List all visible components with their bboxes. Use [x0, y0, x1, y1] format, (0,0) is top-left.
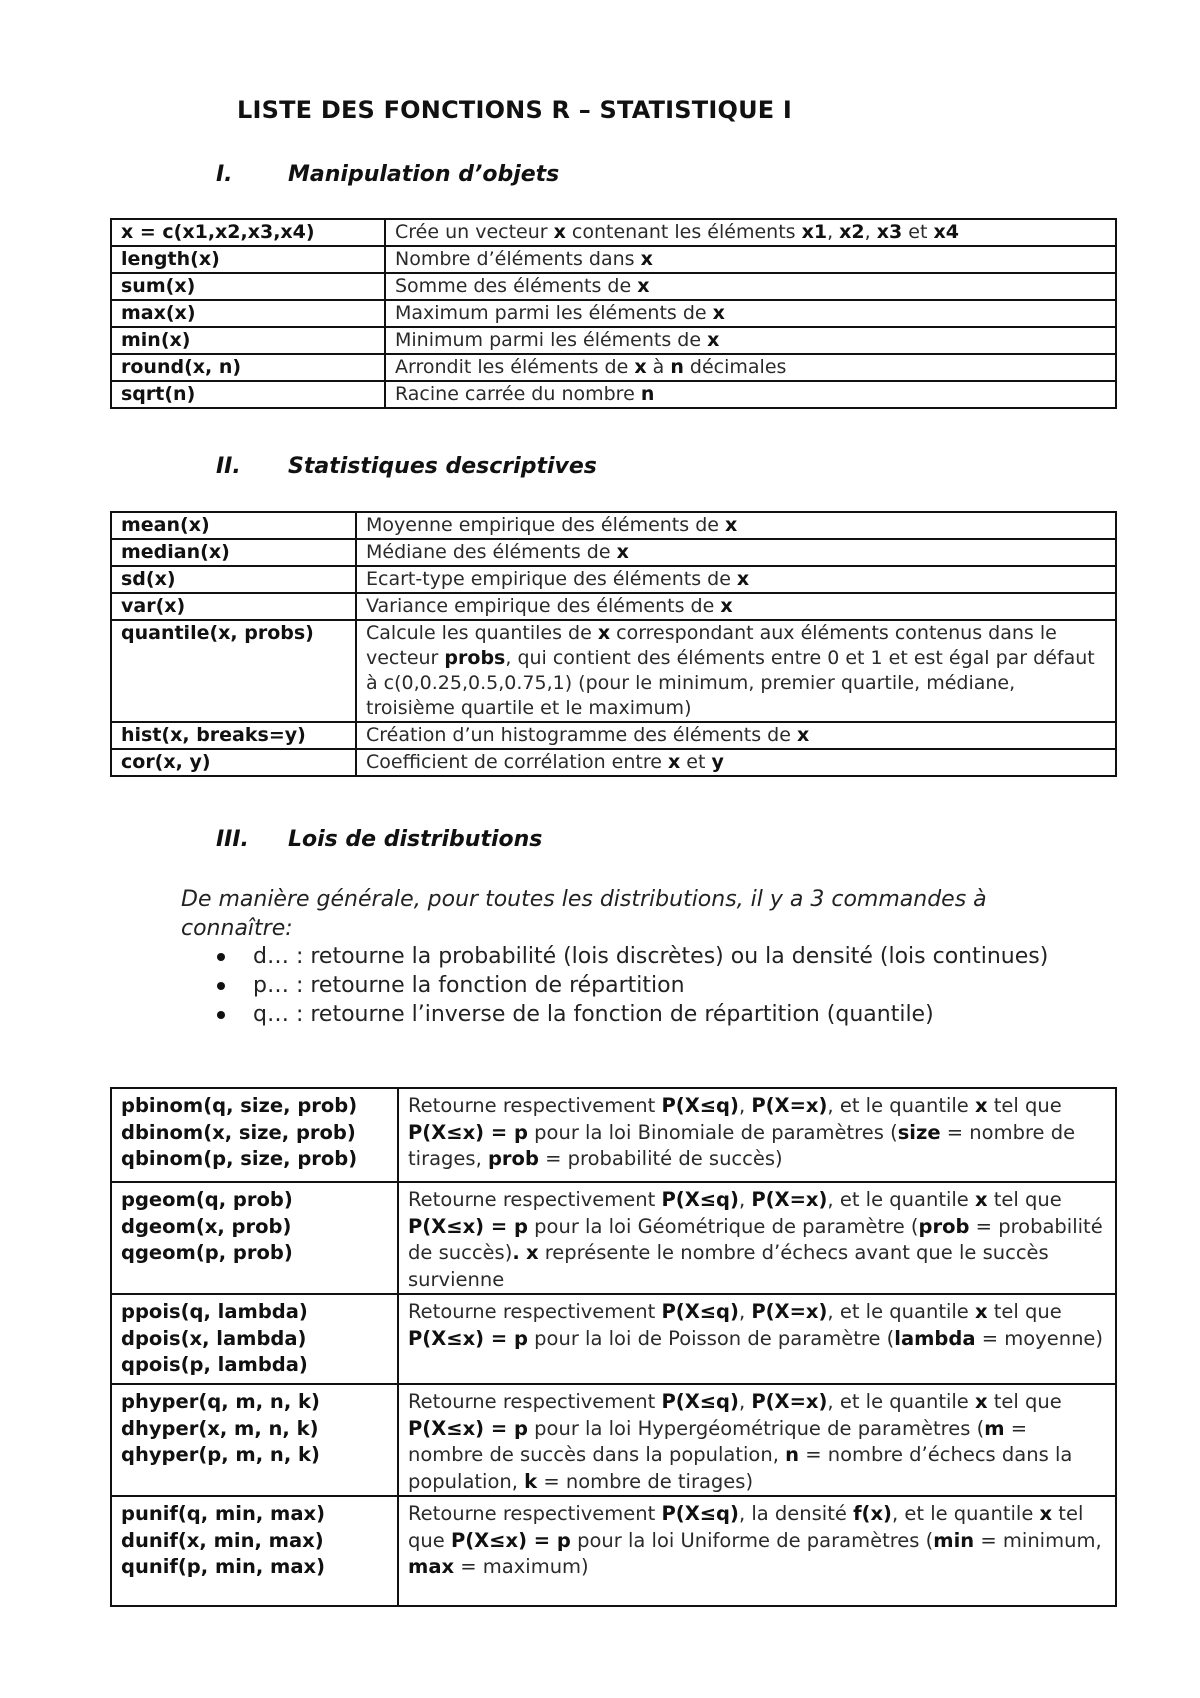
function-name: var(x) — [121, 595, 186, 617]
function-name: punif(q, min, max) — [121, 1502, 326, 1525]
function-name: length(x) — [121, 248, 220, 270]
function-description-cell: Médiane des éléments de x — [356, 539, 1116, 566]
table-descriptive-stats — [110, 511, 1117, 777]
function-description-cell: Calcule les quantiles de x correspondant aux éléments contenus dans le vecteur probs, qui contient des éléments entre 0 et 1 et est égal par défaut à c(0,0.25,0.5,0.75,1) (pour le minimum, premier quartile, médiane, troisième quartile et le maximum) — [356, 620, 1116, 722]
function-name: dhyper(x, m, n, k) — [121, 1416, 319, 1440]
function-name-cell — [111, 1496, 398, 1606]
function-name: pgeom(q, prob) — [121, 1188, 293, 1211]
table-row — [111, 512, 1116, 539]
table-row — [111, 381, 1116, 408]
table-row — [111, 593, 1116, 620]
table-row — [111, 219, 1116, 246]
table-row — [111, 1182, 1116, 1294]
function-description-cell: Maximum parmi les éléments de x — [385, 300, 1116, 327]
list-item-text: d… : retourne la probabilité (lois discrètes) ou la densité (lois continues) — [253, 944, 1049, 969]
function-name-cell — [111, 381, 385, 408]
table-row — [111, 539, 1116, 566]
function-description-cell: Retourne respectivement P(X≤q), P(X=x), et le quantile x tel que P(X≤x) = p pour la loi Binomiale de paramètres (size = nombre de tirages, prob = probabilité de succès) — [398, 1088, 1116, 1182]
bullet-icon — [217, 1011, 225, 1019]
function-name: qpois(p, lambda) — [121, 1353, 308, 1376]
function-description-cell: Nombre d’éléments dans x — [385, 246, 1116, 273]
table-row — [111, 1294, 1116, 1384]
function-name: dgeom(x, prob) — [121, 1214, 292, 1238]
table-row — [111, 1384, 1116, 1496]
function-name-cell — [111, 300, 385, 327]
function-name-cell — [111, 1182, 398, 1294]
function-description-cell: Variance empirique des éléments de x — [356, 593, 1116, 620]
section-title: Manipulation d’objets — [288, 162, 560, 187]
section-number: III. — [216, 827, 249, 852]
function-name: qunif(p, min, max) — [121, 1555, 326, 1578]
function-name: ppois(q, lambda) — [121, 1300, 308, 1323]
table-distributions — [110, 1087, 1117, 1607]
table-row — [111, 1496, 1116, 1606]
function-name: max(x) — [121, 302, 196, 324]
function-name-cell — [111, 327, 385, 354]
function-name: hist(x, breaks=y) — [121, 724, 306, 746]
function-name-cell — [111, 273, 385, 300]
section-title: Lois de distributions — [288, 827, 543, 852]
function-name: phyper(q, m, n, k) — [121, 1390, 320, 1413]
list-item-text: q… : retourne l’inverse de la fonction de répartition (quantile) — [253, 1002, 934, 1027]
function-description-cell: Minimum parmi les éléments de x — [385, 327, 1116, 354]
section-number: I. — [216, 162, 233, 187]
function-name-cell — [111, 512, 356, 539]
function-description-cell: Crée un vecteur x contenant les éléments x1, x2, x3 et x4 — [385, 219, 1116, 246]
page-title: LISTE DES FONCTIONS R – STATISTIQUE I — [237, 96, 793, 124]
table-body — [111, 219, 1116, 408]
function-name-cell — [111, 1384, 398, 1496]
function-description-cell: Retourne respectivement P(X≤q), P(X=x), et le quantile x tel que P(X≤x) = p pour la loi Géométrique de paramètre (prob = probabilité de succès). x représente le nombre d’échecs avant que le succès survienne — [398, 1182, 1116, 1294]
function-name: median(x) — [121, 541, 230, 563]
bullet-list — [211, 942, 1048, 1029]
function-description-cell: Création d’un histogramme des éléments de x — [356, 722, 1116, 749]
table-row — [111, 620, 1116, 722]
function-description-cell: Retourne respectivement P(X≤q), la densité f(x), et le quantile x tel que P(X≤x) = p pour la loi Uniforme de paramètres (min = minimum, max = maximum) — [398, 1496, 1116, 1606]
function-name-cell — [111, 749, 356, 776]
function-description-cell: Somme des éléments de x — [385, 273, 1116, 300]
function-name-cell — [111, 566, 356, 593]
table-row — [111, 327, 1116, 354]
function-description-cell: Moyenne empirique des éléments de x — [356, 512, 1116, 539]
function-name: pbinom(q, size, prob) — [121, 1094, 358, 1117]
function-name-cell — [111, 1088, 398, 1182]
function-name-cell — [111, 1294, 398, 1384]
function-name-cell — [111, 722, 356, 749]
table-row — [111, 1088, 1116, 1182]
function-name-cell — [111, 246, 385, 273]
list-item-text: p… : retourne la fonction de répartition — [253, 973, 685, 998]
bullet-icon — [217, 953, 225, 961]
function-name: mean(x) — [121, 514, 210, 536]
table-body — [111, 512, 1116, 776]
function-name: min(x) — [121, 329, 191, 351]
function-description-cell: Coefficient de corrélation entre x et y — [356, 749, 1116, 776]
function-name: dbinom(x, size, prob) — [121, 1120, 356, 1144]
section-number: II. — [216, 454, 241, 479]
function-name: qhyper(p, m, n, k) — [121, 1443, 320, 1466]
function-name-cell — [111, 620, 356, 722]
table-row — [111, 749, 1116, 776]
table-row — [111, 722, 1116, 749]
function-name-cell — [111, 354, 385, 381]
function-name: quantile(x, probs) — [121, 622, 314, 644]
function-name: dpois(x, lambda) — [121, 1326, 307, 1350]
section-title: Statistiques descriptives — [288, 454, 597, 479]
function-description-cell: Retourne respectivement P(X≤q), P(X=x), et le quantile x tel que P(X≤x) = p pour la loi Hypergéométrique de paramètres (m = nombre de succès dans la population, n = nombre d’échecs dans la population, k = nombre de tirages) — [398, 1384, 1116, 1496]
table-row — [111, 246, 1116, 273]
list-item — [211, 971, 1048, 1000]
table-row — [111, 300, 1116, 327]
table-body — [111, 1088, 1116, 1606]
bullet-icon — [217, 982, 225, 990]
function-name-cell — [111, 219, 385, 246]
function-name: sqrt(n) — [121, 383, 196, 405]
function-name: x = c(x1,x2,x3,x4) — [121, 221, 315, 243]
function-name: qbinom(p, size, prob) — [121, 1147, 358, 1170]
function-name: qgeom(p, prob) — [121, 1241, 293, 1264]
function-name: sd(x) — [121, 568, 176, 590]
list-item — [211, 942, 1048, 971]
table-row — [111, 354, 1116, 381]
list-item — [211, 1000, 1048, 1029]
function-description-cell: Arrondit les éléments de x à n décimales — [385, 354, 1116, 381]
intro-text: De manière générale, pour toutes les distributions, il y a 3 commandes à connaître: — [181, 887, 987, 941]
function-name-cell — [111, 593, 356, 620]
function-name: cor(x, y) — [121, 751, 211, 773]
table-row — [111, 566, 1116, 593]
function-description-cell: Retourne respectivement P(X≤q), P(X=x), et le quantile x tel que P(X≤x) = p pour la loi de Poisson de paramètre (lambda = moyenne) — [398, 1294, 1116, 1384]
table-manipulation — [110, 218, 1117, 409]
function-name: sum(x) — [121, 275, 196, 297]
function-name: round(x, n) — [121, 356, 242, 378]
function-description-cell: Ecart-type empirique des éléments de x — [356, 566, 1116, 593]
function-name-cell — [111, 539, 356, 566]
function-description-cell: Racine carrée du nombre n — [385, 381, 1116, 408]
function-name: dunif(x, min, max) — [121, 1528, 324, 1552]
table-row — [111, 273, 1116, 300]
